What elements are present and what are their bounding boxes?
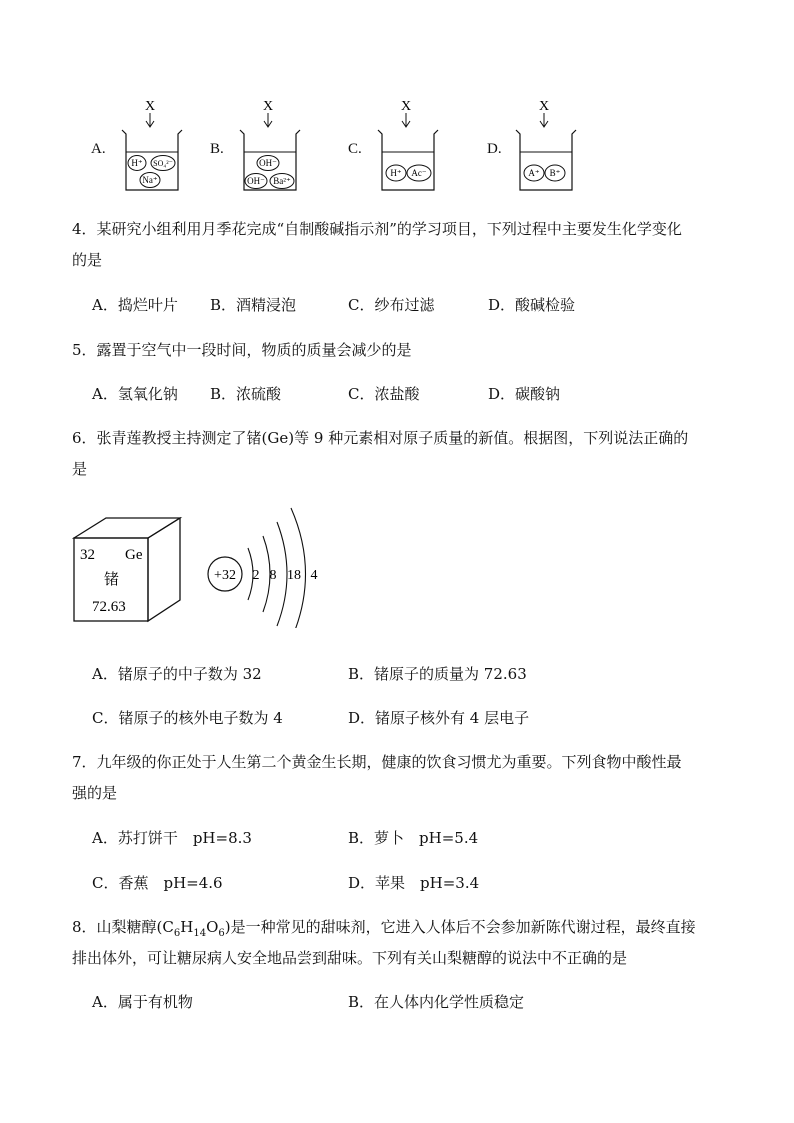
q8-text-part: )是一种常见的甜味剂，它进入人体后不会参加新陈代谢过程，最终直接 xyxy=(224,918,696,936)
element-card xyxy=(74,518,180,621)
ion-a-plus: A⁺ xyxy=(528,168,540,178)
reagent-x-label: X xyxy=(400,99,412,114)
question-4-text-line2: 的是 xyxy=(72,251,103,269)
question-6-text-line2: 是 xyxy=(72,460,88,478)
ion-b-plus: B⁺ xyxy=(549,168,561,178)
nucleus-charge: +32 xyxy=(214,568,236,583)
question-6-option-c[interactable]: C．锗原子的核外电子数为 4 xyxy=(92,709,283,727)
question-6-option-d[interactable]: D．锗原子核外有 4 层电子 xyxy=(348,709,530,727)
q8-text-part: O xyxy=(206,918,219,936)
ion-na-plus: Na⁺ xyxy=(142,175,158,185)
ion-oh-minus: OH⁻ xyxy=(247,176,265,186)
beaker-option-d-label: D. xyxy=(487,141,502,157)
question-6-option-a[interactable]: A．锗原子的中子数为 32 xyxy=(92,665,262,683)
question-5-text: 5．露置于空气中一段时间，物质的质量会减少的是 xyxy=(72,341,412,359)
question-7-text-line2: 强的是 xyxy=(72,784,118,802)
beaker-option-a-label: A. xyxy=(91,141,106,157)
question-4-option-c[interactable]: C．纱布过滤 xyxy=(348,296,435,314)
question-7-option-c[interactable]: C．香蕉 pH=4.6 xyxy=(92,874,223,892)
q8-subscript: 14 xyxy=(193,928,207,939)
shell-3-electrons: 18 xyxy=(287,568,301,583)
shell-2-electrons: 8 xyxy=(269,568,277,583)
ion-acetate: Ac⁻ xyxy=(411,168,427,178)
q8-subscript: 6 xyxy=(218,928,225,939)
question-8-text-line2: 排出体外，可让糖尿病人安全地品尝到甜味。下列有关山梨糖醇的说法中不正确的是 xyxy=(72,949,628,967)
element-atomic-number: 32 xyxy=(80,547,95,563)
beaker-d-diagram xyxy=(512,96,580,196)
reagent-x-label: X xyxy=(262,99,274,114)
question-7-option-b[interactable]: B．萝卜 pH=5.4 xyxy=(348,829,479,847)
q8-text-part: H xyxy=(180,918,194,936)
question-5-option-d[interactable]: D．碳酸钠 xyxy=(488,385,561,403)
ion-h-plus: H⁺ xyxy=(390,168,402,178)
shell-1-electrons: 2 xyxy=(252,568,260,583)
q8-text-part: 8．山梨糖醇(C xyxy=(72,918,174,936)
ion-ba-2plus: Ba²⁺ xyxy=(273,176,291,186)
question-8-option-b[interactable]: B．在人体内化学性质稳定 xyxy=(348,993,525,1011)
element-symbol: Ge xyxy=(125,547,143,563)
beaker-a-diagram xyxy=(118,96,186,196)
question-7-option-a[interactable]: A．苏打饼干 pH=8.3 xyxy=(92,829,252,847)
beaker-c-diagram xyxy=(374,96,442,196)
element-name: 锗 xyxy=(104,572,120,588)
question-4-option-a[interactable]: A．捣烂叶片 xyxy=(92,296,178,314)
element-atomic-mass: 72.63 xyxy=(92,599,126,615)
question-8-option-a[interactable]: A．属于有机物 xyxy=(92,993,193,1011)
question-5-option-c[interactable]: C．浓盐酸 xyxy=(348,385,420,403)
ion-oh-minus: OH⁻ xyxy=(259,158,277,168)
germanium-figure xyxy=(72,500,332,628)
question-7-option-d[interactable]: D．苹果 pH=3.4 xyxy=(348,874,480,892)
reagent-x-label: X xyxy=(144,99,156,114)
ion-sulfate: SO₄²⁻ xyxy=(153,159,173,168)
question-6-text-line1: 6．张青莲教授主持测定了锗(Ge)等 9 种元素相对原子质量的新值。根据图，下列说法正确的 xyxy=(72,429,689,447)
question-4-option-d[interactable]: D．酸碱检验 xyxy=(488,296,576,314)
question-4-option-b[interactable]: B．酒精浸泡 xyxy=(210,296,297,314)
q8-subscript: 6 xyxy=(173,928,181,939)
beaker-b-diagram xyxy=(236,96,304,196)
question-6-option-b[interactable]: B．锗原子的质量为 72.63 xyxy=(348,665,527,683)
question-5-option-b[interactable]: B．浓硫酸 xyxy=(210,385,282,403)
shell-4-electrons: 4 xyxy=(310,568,318,583)
question-5-option-a[interactable]: A．氢氧化钠 xyxy=(92,385,178,403)
beaker-option-b-label: B. xyxy=(210,141,224,157)
atom-structure-diagram xyxy=(208,508,318,628)
ion-h-plus: H⁺ xyxy=(131,158,143,168)
beaker-option-c-label: C. xyxy=(348,141,362,157)
question-7-text-line1: 7．九年级的你正处于人生第二个黄金生长期，健康的饮食习惯尤为重要。下列食物中酸性最 xyxy=(72,753,682,771)
question-4-text-line1: 4．某研究小组利用月季花完成“自制酸碱指示剂”的学习项目，下列过程中主要发生化学变化 xyxy=(72,220,682,238)
reagent-x-label: X xyxy=(538,99,550,114)
question-8-text-line1 xyxy=(72,917,696,944)
